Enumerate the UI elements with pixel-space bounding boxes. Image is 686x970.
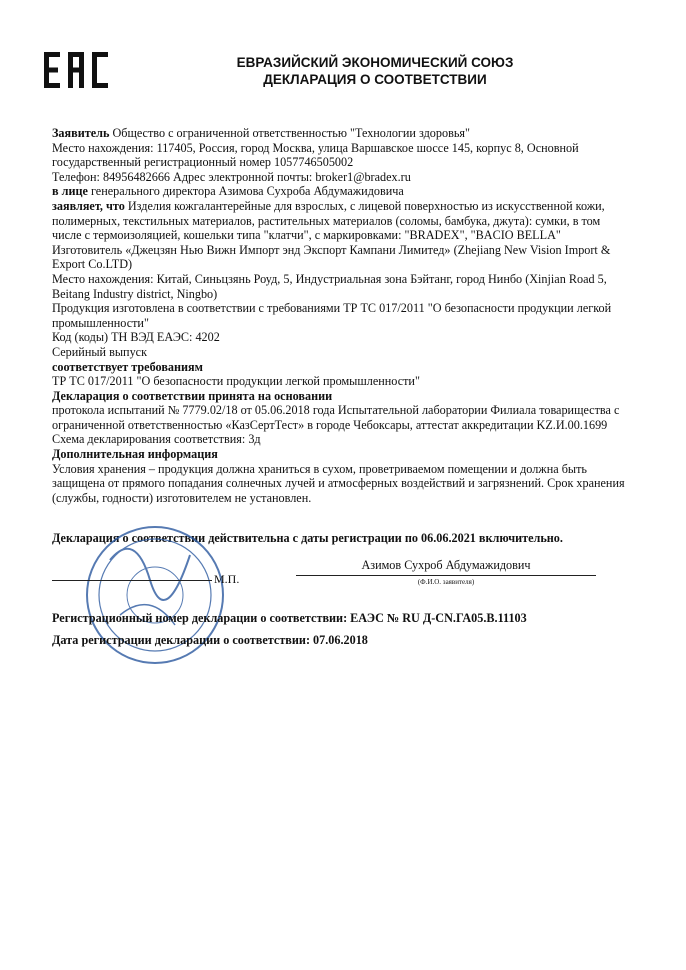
header-declaration-title: ДЕКЛАРАЦИЯ О СООТВЕТСТВИИ bbox=[263, 72, 487, 87]
document-header bbox=[210, 54, 540, 88]
signature-line bbox=[52, 580, 212, 581]
registration-number: Регистрационный номер декларации о соответствии: ЕАЭС № RU Д-CN.ГА05.В.11103 bbox=[52, 611, 527, 625]
additional-label: Дополнительная информация bbox=[52, 447, 218, 462]
basis-label: Декларация о соответствии принята на основании bbox=[52, 388, 333, 403]
release-type: Серийный выпуск bbox=[52, 344, 147, 359]
stamp-place-label: М.П. bbox=[214, 572, 240, 586]
header-union-title: ЕВРАЗИЙСКИЙ ЭКОНОМИЧЕСКИЙ СОЮЗ bbox=[236, 55, 514, 70]
applicant-line bbox=[52, 126, 632, 141]
applicant-address: Место нахождения: 117405, Россия, город Москва, улица Варшавское шоссе 145, корпус 8, Основной государственный регистрационный номер 1057746505002 bbox=[52, 140, 579, 170]
registration-date: Дата регистрации декларации о соответствии: 07.06.2018 bbox=[52, 633, 368, 647]
manufacturer: Изготовитель «Джецзян Нью Вижн Импорт энд Экспорт Кампани Лимитед» (Zhejiang New Vision Import & Export Co.LTD) bbox=[52, 242, 611, 272]
signer-name: Азимов Сухроб Абдумажидович bbox=[361, 558, 531, 572]
scheme-text: Схема декларирования соответствия: 3д bbox=[52, 432, 261, 447]
registration-block bbox=[52, 607, 652, 651]
applicant-label: Заявитель bbox=[52, 126, 110, 140]
signer-caption: (Ф.И.О. заявителя) bbox=[417, 578, 475, 586]
manufacturer-address: Место нахождения: Китай, Синьцзянь Роуд, 5, Индустриальная зона Бэйтанг, город Нинбо (Xinjian Road 5, Beitang Industry district, Ningbo) bbox=[52, 271, 607, 301]
validity-statement: Декларация о соответствии действительна с даты регистрации по 06.06.2021 включительно. bbox=[52, 531, 563, 545]
product-description: Изделия кожгалантерейные для взрослых, с лицевой поверхностью из искусственной кожи, полимерных, текстильных материалов, растительных материалов (соломы, бамбука, джута): сумки, в том числе с термоизоляцией, кошельки типа "клатчи", с маркировками: "BRADEX", "BACIO BELLA" bbox=[52, 198, 605, 243]
additional-text: Условия хранения – продукция должна храниться в сухом, проветриваемом помещении и должна быть защищена от прямого попадания солнечных лучей и атмосферных воздействий и загрязнений. Срок хранения (службы, годности) изготовителем не установлен. bbox=[52, 461, 625, 505]
applicant-name: Общество с ограниченной ответственностью "Технологии здоровья" bbox=[109, 126, 470, 140]
declares-line bbox=[52, 199, 632, 243]
basis-text: протокола испытаний № 7779.02/18 от 05.06.2018 года Испытательной лаборатории Филиала товарищества с ограниченной ответственностью «КазСертТест» в городе Чебоксары, аттестат аккредитации KZ.И.00.1699 bbox=[52, 403, 620, 432]
applicant-contacts: Телефон: 84956482666 Адрес электронной почты: broker1@bradex.ru bbox=[52, 169, 411, 184]
eac-mark-icon bbox=[44, 52, 108, 88]
declaration-body bbox=[52, 126, 632, 505]
person-line bbox=[52, 184, 632, 199]
tnved-codes: Код (коды) ТН ВЭД ЕАЭС: 4202 bbox=[52, 330, 220, 345]
conforms-text: ТР ТС 017/2011 "О безопасности продукции легкой промышленности" bbox=[52, 374, 420, 389]
declares-label: заявляет, что bbox=[52, 198, 125, 213]
person-label: в лице bbox=[52, 184, 88, 199]
produced-per: Продукция изготовлена в соответствии с требованиями ТР ТС 017/2011 "О безопасности продукции легкой промышленности" bbox=[52, 301, 612, 330]
signer-name-line bbox=[296, 575, 596, 576]
person-name: генерального директора Азимова Сухроба Абдумажидовича bbox=[87, 184, 404, 199]
eac-logo bbox=[42, 50, 114, 90]
conforms-label: соответствует требованиям bbox=[52, 359, 203, 374]
